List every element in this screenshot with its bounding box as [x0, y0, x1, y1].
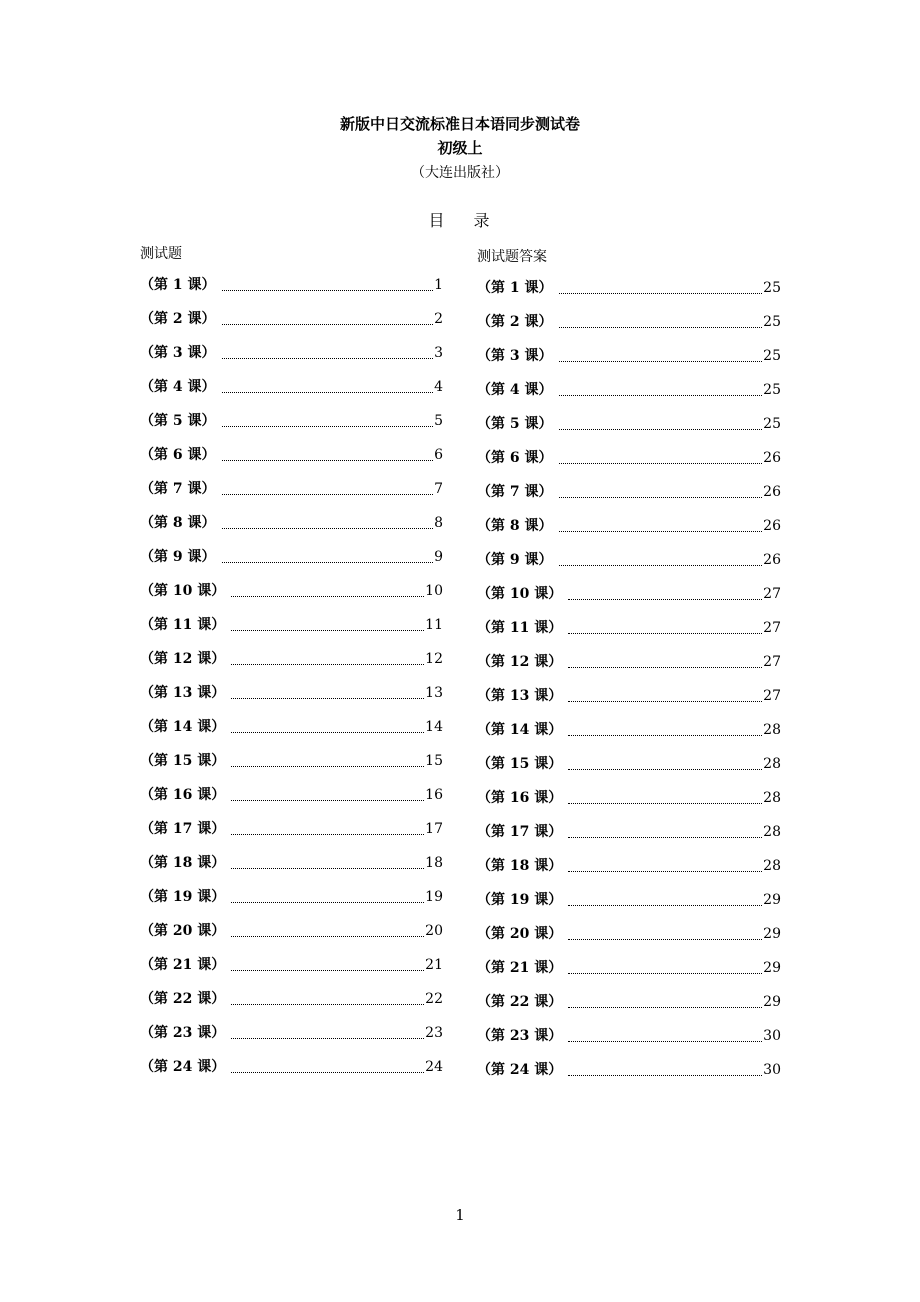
toc-entry-label: （第 8 课）	[140, 515, 216, 531]
toc-entry-label: （第 13 课）	[140, 685, 226, 701]
toc-entry-page: 29	[763, 926, 781, 942]
dot-leader	[568, 632, 762, 634]
toc-entry[interactable]	[140, 309, 443, 343]
toc-entry-page: 23	[425, 1025, 443, 1041]
toc-entry[interactable]	[140, 921, 443, 955]
toc-entry-page: 9	[434, 549, 443, 565]
toc-entry-label: （第 14 课）	[140, 719, 226, 735]
dot-leader	[222, 425, 434, 427]
dot-leader	[222, 561, 434, 563]
toc-entry[interactable]	[140, 343, 443, 377]
toc-entry-page: 11	[425, 617, 443, 633]
toc-entry-label: （第 2 课）	[140, 311, 216, 327]
toc-entry[interactable]	[140, 445, 443, 479]
toc-entry[interactable]	[477, 278, 781, 312]
dot-leader	[568, 802, 762, 804]
toc-entry-label: （第 15 课）	[477, 756, 563, 772]
toc-entry[interactable]	[140, 377, 443, 411]
toc-entry[interactable]	[140, 411, 443, 445]
dot-leader	[231, 969, 424, 971]
toc-entry-page: 30	[763, 1028, 781, 1044]
dot-leader	[559, 326, 763, 328]
dot-leader	[568, 938, 762, 940]
dot-leader	[568, 700, 762, 702]
toc-entry-label: （第 24 课）	[477, 1062, 563, 1078]
toc-entry-label: （第 3 课）	[477, 348, 553, 364]
toc-entry-label: （第 7 课）	[140, 481, 216, 497]
toc-entry[interactable]	[140, 1057, 443, 1091]
toc-entry[interactable]	[477, 516, 781, 550]
dot-leader	[559, 292, 763, 294]
dot-leader	[222, 459, 434, 461]
toc-entry-page: 30	[763, 1062, 781, 1078]
dot-leader	[559, 462, 763, 464]
dot-leader	[231, 697, 424, 699]
dot-leader	[231, 901, 424, 903]
toc-entry-label: （第 12 课）	[140, 651, 226, 667]
toc-entry-page: 10	[425, 583, 443, 599]
dot-leader	[559, 496, 763, 498]
toc-entry[interactable]	[477, 652, 781, 686]
toc-entry-page: 1	[434, 277, 443, 293]
dot-leader	[568, 598, 762, 600]
toc-entry-label: （第 19 课）	[477, 892, 563, 908]
toc-entry-page: 25	[763, 314, 781, 330]
toc-entry[interactable]	[477, 754, 781, 788]
toc-entry[interactable]	[477, 1060, 781, 1094]
dot-leader	[231, 629, 424, 631]
toc-entry-label: （第 6 课）	[140, 447, 216, 463]
toc-entry[interactable]	[140, 785, 443, 819]
toc-entry[interactable]	[140, 887, 443, 921]
page-number: 1	[455, 1206, 465, 1224]
toc-entry[interactable]	[140, 683, 443, 717]
dot-leader	[222, 493, 434, 495]
toc-entry-label: （第 20 课）	[140, 923, 226, 939]
dot-leader	[231, 731, 424, 733]
toc-entry-page: 27	[763, 688, 781, 704]
toc-entry-page: 27	[763, 654, 781, 670]
toc-entry-page: 29	[763, 892, 781, 908]
toc-entry-page: 19	[425, 889, 443, 905]
toc-entry-page: 8	[434, 515, 443, 531]
toc-entry[interactable]	[477, 550, 781, 584]
dot-leader	[568, 1006, 762, 1008]
toc-entry-page: 20	[425, 923, 443, 939]
toc-entry-page: 13	[425, 685, 443, 701]
toc-entry-page: 7	[434, 481, 443, 497]
dot-leader	[559, 428, 763, 430]
toc-entry-label: （第 10 课）	[477, 586, 563, 602]
toc-entry-page: 29	[763, 994, 781, 1010]
toc-entry[interactable]	[477, 482, 781, 516]
dot-leader	[568, 1040, 762, 1042]
dot-leader	[231, 1037, 424, 1039]
toc-entry-label: （第 24 课）	[140, 1059, 226, 1075]
toc-left-column	[140, 275, 443, 1091]
toc-entry-label: （第 5 课）	[477, 416, 553, 432]
toc-entry-page: 15	[425, 753, 443, 769]
dot-leader	[568, 904, 762, 906]
toc-entry-label: （第 7 课）	[477, 484, 553, 500]
toc-entry-page: 28	[763, 756, 781, 772]
toc-entry[interactable]	[477, 414, 781, 448]
toc-entry[interactable]	[477, 856, 781, 890]
toc-entry-label: （第 16 课）	[477, 790, 563, 806]
toc-entry-label: （第 9 课）	[140, 549, 216, 565]
dot-leader	[568, 836, 762, 838]
toc-entry-page: 21	[425, 957, 443, 973]
toc-entry-page: 26	[763, 518, 781, 534]
toc-entry-label: （第 13 课）	[477, 688, 563, 704]
toc-entry[interactable]	[140, 649, 443, 683]
dot-leader	[231, 867, 424, 869]
toc-entry-page: 28	[763, 790, 781, 806]
toc-entry-label: （第 2 课）	[477, 314, 553, 330]
toc-entry-label: （第 20 课）	[477, 926, 563, 942]
toc-entry-label: （第 12 课）	[477, 654, 563, 670]
document-title: 新版中日交流标准日本语同步测试卷	[339, 115, 580, 133]
toc-entry-label: （第 17 课）	[477, 824, 563, 840]
toc-entry[interactable]	[140, 751, 443, 785]
dot-leader	[559, 394, 763, 396]
toc-entry-label: （第 5 课）	[140, 413, 216, 429]
publisher-line: （大连出版社）	[411, 165, 509, 181]
toc-entry[interactable]	[140, 275, 443, 309]
toc-entry-label: （第 23 课）	[140, 1025, 226, 1041]
dot-leader	[559, 530, 763, 532]
toc-entry-label: （第 15 课）	[140, 753, 226, 769]
toc-entry[interactable]	[477, 720, 781, 754]
dot-leader	[231, 935, 424, 937]
toc-entry[interactable]	[477, 448, 781, 482]
toc-entry[interactable]	[477, 890, 781, 924]
toc-entry-page: 26	[763, 484, 781, 500]
toc-entry-page: 25	[763, 280, 781, 296]
dot-leader	[568, 870, 762, 872]
toc-entry-label: （第 22 课）	[477, 994, 563, 1010]
dot-leader	[568, 1074, 762, 1076]
dot-leader	[231, 799, 424, 801]
toc-entry[interactable]	[477, 380, 781, 414]
toc-entry-page: 27	[763, 586, 781, 602]
toc-right-column	[477, 278, 781, 1094]
toc-entry[interactable]	[477, 822, 781, 856]
toc-entry[interactable]	[140, 581, 443, 615]
dot-leader	[568, 734, 762, 736]
right-column-heading: 测试题答案	[477, 249, 547, 265]
dot-leader	[231, 1071, 424, 1073]
toc-entry-page: 22	[425, 991, 443, 1007]
dot-leader	[559, 360, 763, 362]
toc-entry[interactable]	[477, 312, 781, 346]
toc-entry-page: 25	[763, 416, 781, 432]
toc-entry[interactable]	[140, 615, 443, 649]
toc-entry-label: （第 10 课）	[140, 583, 226, 599]
toc-entry-label: （第 11 课）	[477, 620, 563, 636]
toc-entry-page: 4	[434, 379, 443, 395]
dot-leader	[231, 1003, 424, 1005]
toc-entry-label: （第 4 课）	[477, 382, 553, 398]
dot-leader	[222, 289, 434, 291]
toc-entry-label: （第 1 课）	[477, 280, 553, 296]
toc-entry[interactable]	[140, 479, 443, 513]
toc-entry-page: 28	[763, 824, 781, 840]
toc-entry[interactable]	[477, 686, 781, 720]
toc-entry[interactable]	[477, 992, 781, 1026]
dot-leader	[568, 972, 762, 974]
toc-entry[interactable]	[140, 513, 443, 547]
dot-leader	[222, 527, 434, 529]
toc-entry[interactable]	[477, 346, 781, 380]
toc-entry-label: （第 22 课）	[140, 991, 226, 1007]
document-subtitle: 初级上	[437, 139, 483, 157]
toc-heading: 目 录	[428, 211, 502, 230]
toc-entry-page: 2	[434, 311, 443, 327]
dot-leader	[231, 833, 424, 835]
toc-entry-page: 29	[763, 960, 781, 976]
dot-leader	[559, 564, 763, 566]
dot-leader	[222, 391, 434, 393]
toc-entry-label: （第 21 课）	[477, 960, 563, 976]
toc-entry[interactable]	[140, 1023, 443, 1057]
toc-entry-label: （第 23 课）	[477, 1028, 563, 1044]
toc-entry-label: （第 6 课）	[477, 450, 553, 466]
toc-entry-label: （第 16 课）	[140, 787, 226, 803]
toc-entry-page: 5	[434, 413, 443, 429]
toc-entry-label: （第 8 课）	[477, 518, 553, 534]
toc-entry-page: 26	[763, 450, 781, 466]
toc-entry[interactable]	[477, 958, 781, 992]
toc-entry-page: 25	[763, 382, 781, 398]
toc-entry-page: 25	[763, 348, 781, 364]
toc-entry-label: （第 18 课）	[477, 858, 563, 874]
toc-entry[interactable]	[477, 788, 781, 822]
toc-entry-page: 14	[425, 719, 443, 735]
toc-entry-page: 16	[425, 787, 443, 803]
dot-leader	[231, 765, 424, 767]
toc-entry-page: 12	[425, 651, 443, 667]
toc-entry[interactable]	[140, 819, 443, 853]
toc-entry-page: 26	[763, 552, 781, 568]
toc-entry-page: 18	[425, 855, 443, 871]
toc-entry-page: 28	[763, 722, 781, 738]
toc-entry-page: 24	[425, 1059, 443, 1075]
toc-entry[interactable]	[477, 1026, 781, 1060]
toc-entry-label: （第 9 课）	[477, 552, 553, 568]
toc-entry-label: （第 21 课）	[140, 957, 226, 973]
toc-entry[interactable]	[140, 989, 443, 1023]
toc-entry-page: 27	[763, 620, 781, 636]
dot-leader	[568, 666, 762, 668]
dot-leader	[231, 595, 424, 597]
dot-leader	[231, 663, 424, 665]
toc-entry-label: （第 4 课）	[140, 379, 216, 395]
toc-entry-label: （第 19 课）	[140, 889, 226, 905]
toc-entry-page: 28	[763, 858, 781, 874]
toc-entry-label: （第 18 课）	[140, 855, 226, 871]
toc-entry-label: （第 11 课）	[140, 617, 226, 633]
dot-leader	[222, 323, 434, 325]
toc-entry[interactable]	[140, 547, 443, 581]
dot-leader	[222, 357, 434, 359]
toc-entry[interactable]	[477, 618, 781, 652]
toc-entry-label: （第 14 课）	[477, 722, 563, 738]
toc-entry-label: （第 17 课）	[140, 821, 226, 837]
toc-entry-label: （第 3 课）	[140, 345, 216, 361]
toc-entry[interactable]	[140, 853, 443, 887]
left-column-heading: 测试题	[140, 246, 182, 262]
toc-entry-label: （第 1 课）	[140, 277, 216, 293]
toc-entry[interactable]	[477, 584, 781, 618]
toc-entry[interactable]	[140, 955, 443, 989]
dot-leader	[568, 768, 762, 770]
toc-entry-page: 3	[434, 345, 443, 361]
toc-entry-page: 17	[425, 821, 443, 837]
toc-entry[interactable]	[477, 924, 781, 958]
toc-entry-page: 6	[434, 447, 443, 463]
toc-entry[interactable]	[140, 717, 443, 751]
